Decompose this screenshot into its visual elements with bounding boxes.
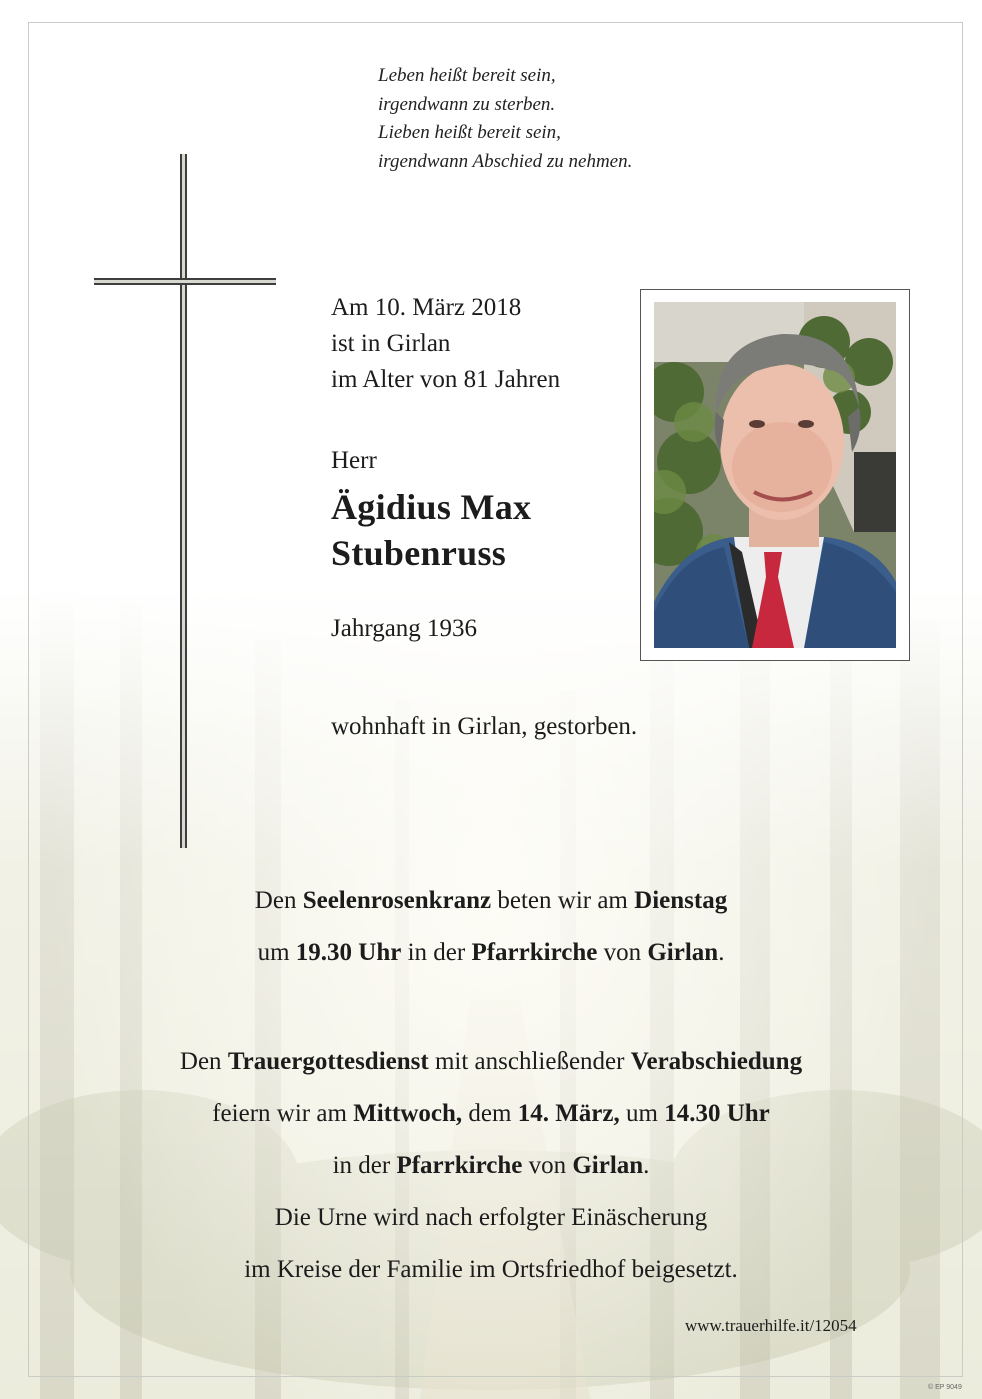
- rosary-notice: [0, 875, 982, 979]
- text-bold: 19.30 Uhr: [295, 939, 402, 966]
- text: von: [522, 1152, 573, 1179]
- text: um: [619, 1100, 665, 1127]
- poem-line: irgendwann Abschied zu nehmen.: [378, 150, 633, 172]
- text-bold: Pfarrkirche: [396, 1152, 523, 1179]
- funeral-line-5: im Kreise der Familie im Ortsfriedhof beigesetzt.: [244, 1256, 738, 1283]
- text-bold: Pfarrkirche: [471, 939, 598, 966]
- salutation: Herr: [331, 447, 377, 474]
- text: .: [643, 1152, 650, 1179]
- text: mit anschließender: [428, 1048, 631, 1075]
- deceased-name: [331, 484, 531, 576]
- text: Den: [179, 1048, 228, 1075]
- text-bold: Dienstag: [634, 887, 728, 914]
- poem-verse: [378, 62, 632, 176]
- death-date: Am 10. März 2018: [331, 294, 522, 321]
- text: dem: [462, 1100, 518, 1127]
- rosary-line-1: [0, 875, 982, 927]
- funeral-line-2: [0, 1088, 982, 1140]
- text-bold: 14.30 Uhr: [664, 1100, 770, 1127]
- text: um: [257, 939, 296, 966]
- portrait-photo: [654, 302, 896, 648]
- text-bold: Girlan: [572, 1152, 644, 1179]
- text: beten wir am: [491, 887, 635, 914]
- funeral-line-3: [0, 1140, 982, 1192]
- text-bold: Girlan: [647, 939, 719, 966]
- funeral-notice: [0, 1036, 982, 1296]
- cross-icon: [180, 154, 187, 848]
- poem-line: irgendwann zu sterben.: [378, 93, 556, 115]
- website-link[interactable]: www.trauerhilfe.it/12054: [685, 1316, 857, 1335]
- birth-year: Jahrgang 1936: [331, 615, 478, 642]
- residence: wohnhaft in Girlan, gestorben.: [331, 713, 638, 740]
- text: in der: [401, 939, 472, 966]
- text: .: [718, 939, 725, 966]
- text-bold: Seelenrosenkranz: [302, 887, 492, 914]
- cross-crossbar: [94, 278, 276, 285]
- rosary-line-2: [0, 927, 982, 979]
- text: feiern wir am: [212, 1100, 354, 1127]
- print-code: © EP 9049: [928, 1384, 962, 1391]
- text-bold: Trauergottesdienst: [227, 1048, 429, 1075]
- age-at-death: im Alter von 81 Jahren: [331, 366, 561, 393]
- funeral-line-4: Die Urne wird nach erfolgter Einäscherung: [274, 1204, 708, 1231]
- text: in der: [332, 1152, 397, 1179]
- poem-line: Lieben heißt bereit sein,: [378, 122, 561, 143]
- name-line-2: Stubenruss: [331, 533, 507, 573]
- portrait-frame: [640, 289, 910, 661]
- death-announcement: [331, 290, 560, 398]
- text: Den: [254, 887, 303, 914]
- funeral-line-1: [0, 1036, 982, 1088]
- text: von: [597, 939, 648, 966]
- text-bold: Mittwoch,: [353, 1100, 463, 1127]
- text-bold: Verabschiedung: [630, 1048, 803, 1075]
- name-line-1: Ägidius Max: [331, 487, 532, 527]
- death-place: ist in Girlan: [331, 330, 451, 357]
- poem-line: Leben heißt bereit sein,: [378, 65, 556, 86]
- text-bold: 14. März,: [517, 1100, 620, 1127]
